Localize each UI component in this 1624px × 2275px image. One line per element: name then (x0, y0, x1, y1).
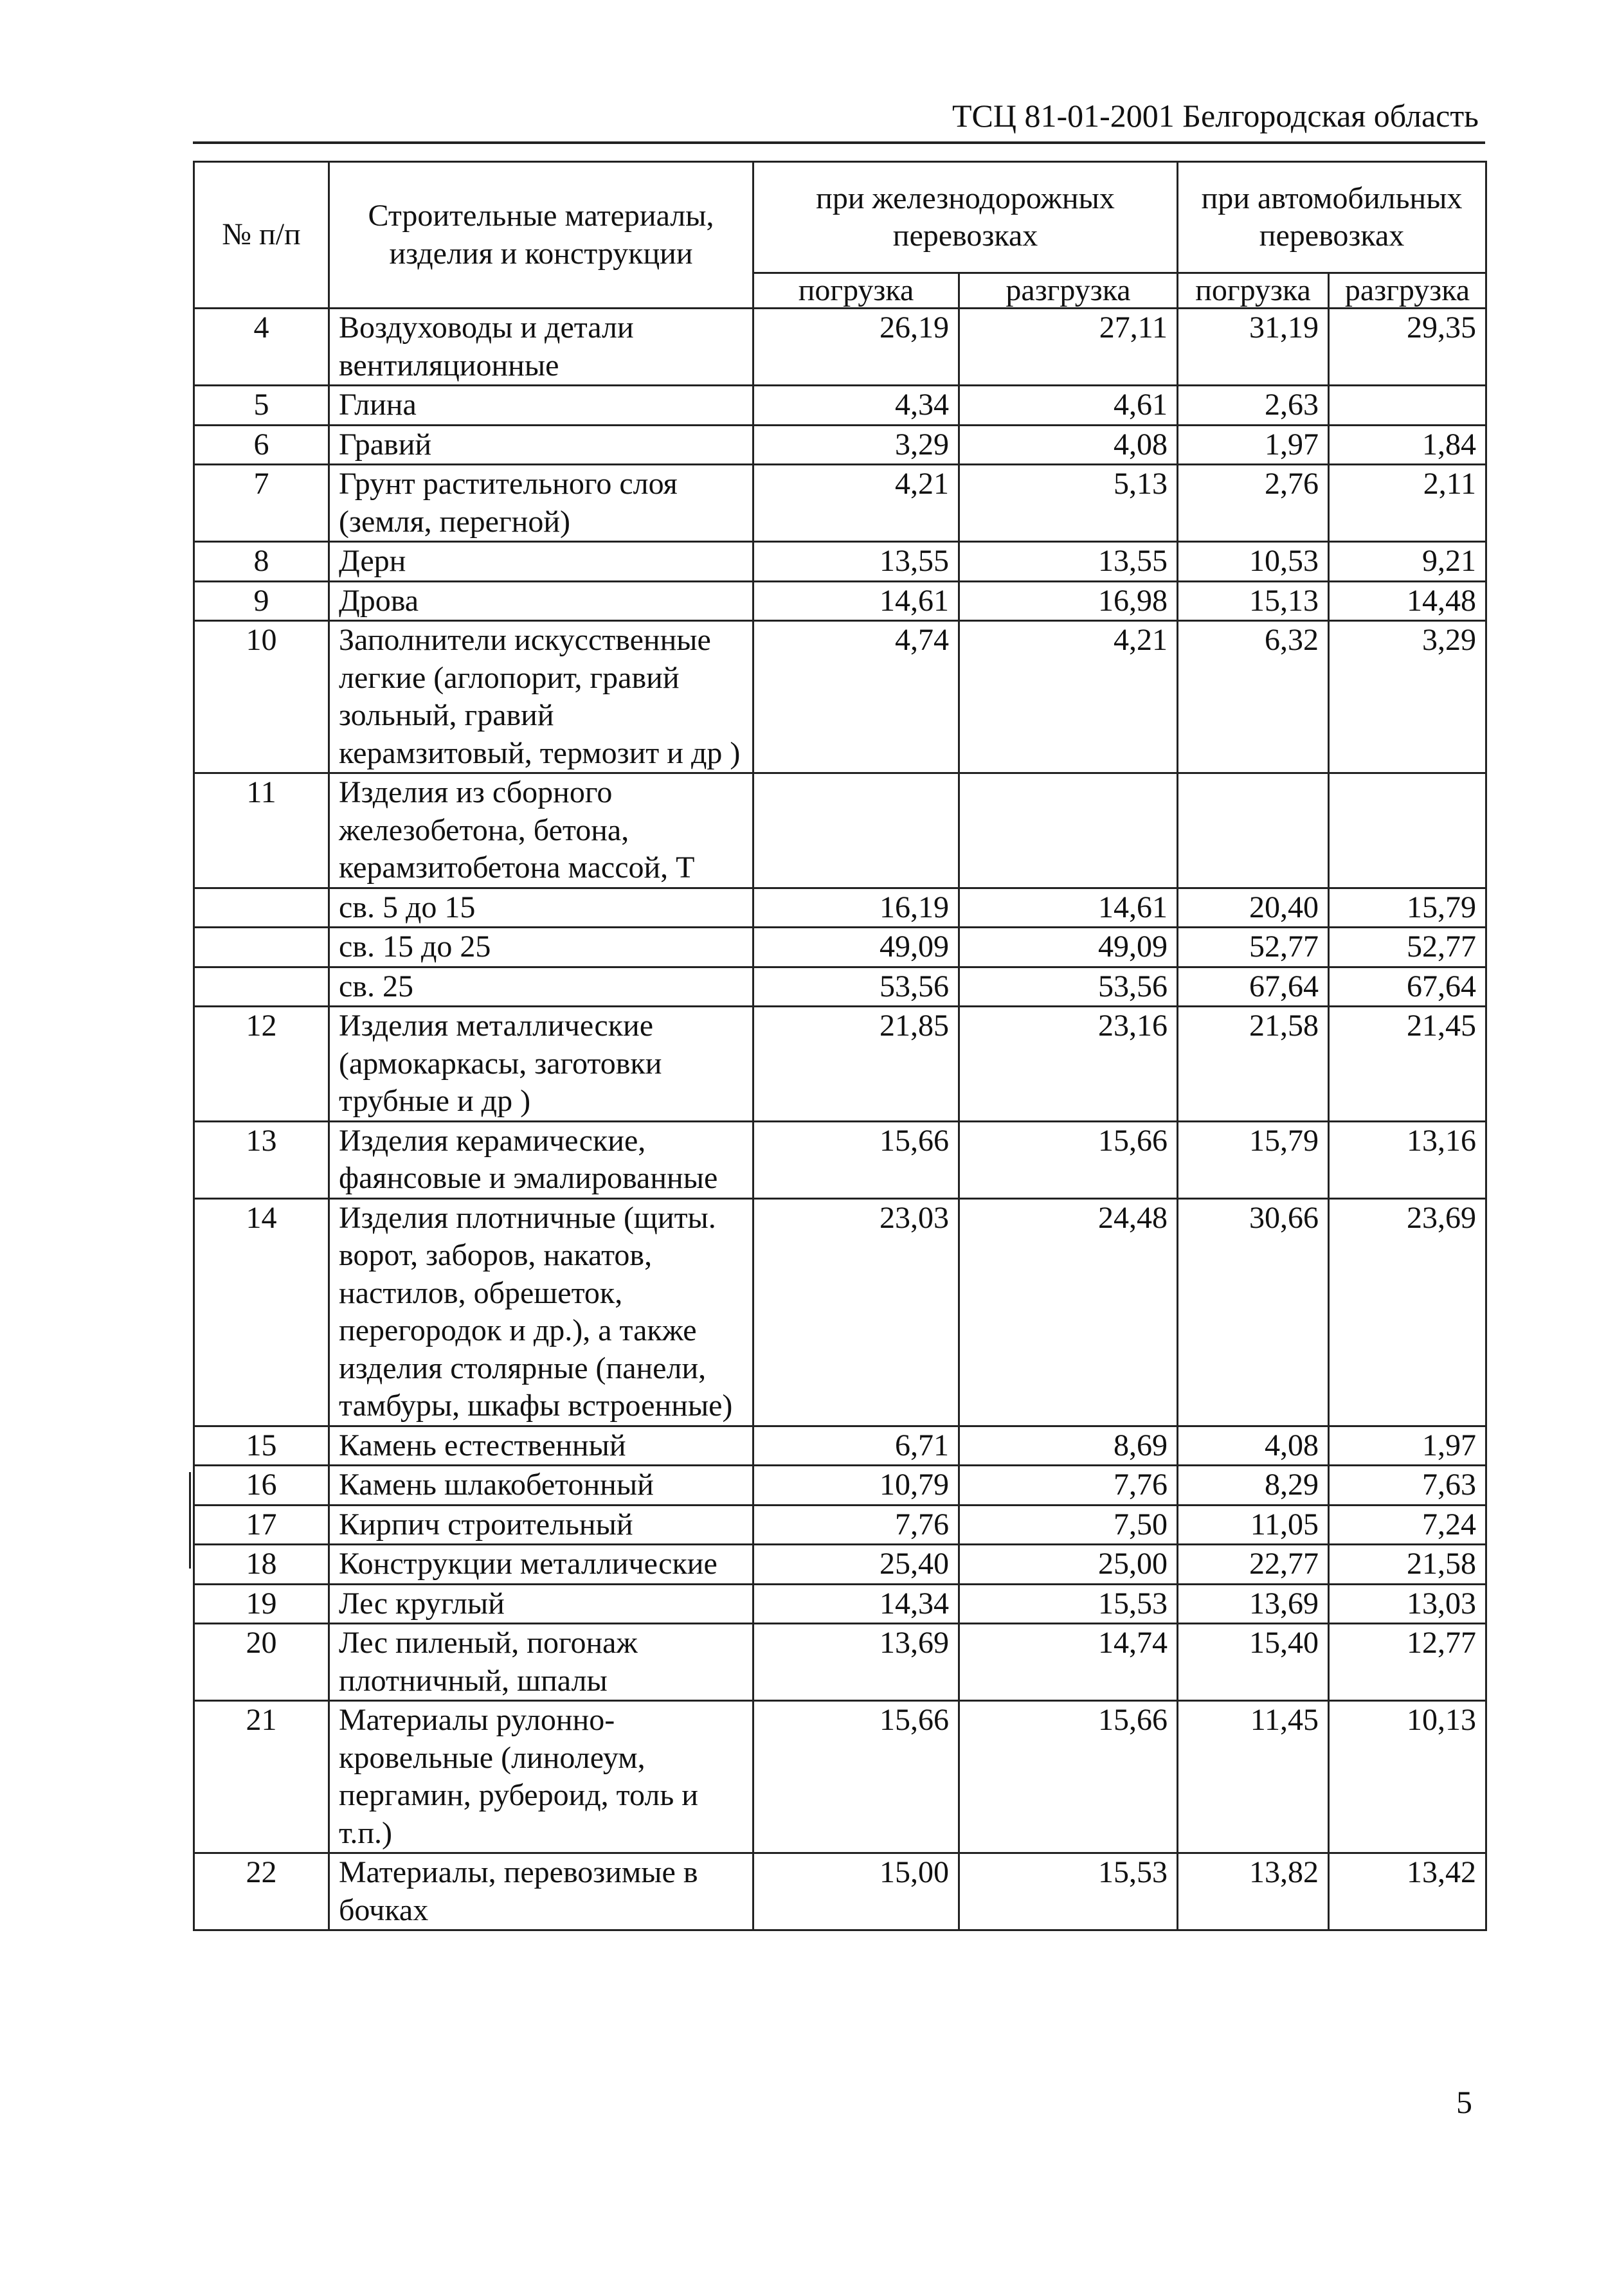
cell-rail-unloading: 5,13 (959, 465, 1178, 542)
cell-material: Гравий (329, 425, 753, 465)
cell-material: Изделия керамические, фаянсовые и эмалированные (329, 1121, 753, 1198)
cell-auto-unloading: 67,64 (1329, 967, 1486, 1007)
cell-number: 16 (194, 1466, 329, 1506)
cell-material: Дерн (329, 542, 753, 582)
cell-number: 21 (194, 1701, 329, 1853)
cell-rail-loading: 15,00 (753, 1853, 959, 1930)
cell-material: св. 5 до 15 (329, 888, 753, 928)
col-header-rail-loading: погрузка (753, 273, 959, 309)
table-row (194, 928, 1486, 967)
cell-number: 10 (194, 621, 329, 773)
cell-material: Заполнители искусственные легкие (аглопорит, гравий зольный, гравий керамзитовый, термозит и др ) (329, 621, 753, 773)
cell-rail-loading: 25,40 (753, 1545, 959, 1585)
cell-material: Грунт растительного слоя (земля, перегной) (329, 465, 753, 542)
cell-rail-unloading: 13,55 (959, 542, 1178, 582)
cell-number: 18 (194, 1545, 329, 1585)
cell-auto-unloading: 13,03 (1329, 1584, 1486, 1624)
cell-rail-loading: 16,19 (753, 888, 959, 928)
cell-auto-loading: 2,63 (1178, 386, 1329, 426)
table-row (194, 1466, 1486, 1506)
cell-auto-unloading: 15,79 (1329, 888, 1486, 928)
cell-auto-unloading: 13,16 (1329, 1121, 1486, 1198)
cell-rail-loading: 3,29 (753, 425, 959, 465)
cell-auto-unloading: 10,13 (1329, 1701, 1486, 1853)
table-row (194, 621, 1486, 773)
cell-material: Камень естественный (329, 1426, 753, 1466)
cell-auto-loading: 20,40 (1178, 888, 1329, 928)
cell-auto-loading: 8,29 (1178, 1466, 1329, 1506)
table-row (194, 1426, 1486, 1466)
cell-material: Изделия плотничные (щиты. ворот, заборов, накатов, настилов, обрешеток, перегородок и др.), а также изделия столярные (панели, тамбуры, шкафы встроенные) (329, 1198, 753, 1426)
cell-rail-loading (753, 773, 959, 888)
cell-auto-loading: 15,79 (1178, 1121, 1329, 1198)
cell-rail-loading: 23,03 (753, 1198, 959, 1426)
table-header-row (194, 162, 1486, 273)
cell-auto-unloading (1329, 773, 1486, 888)
cell-auto-unloading: 23,69 (1329, 1198, 1486, 1426)
col-header-auto-loading: погрузка (1178, 273, 1329, 309)
margin-mark (189, 1472, 191, 1569)
cell-rail-loading: 26,19 (753, 309, 959, 386)
cell-auto-loading: 30,66 (1178, 1198, 1329, 1426)
cell-rail-unloading: 15,66 (959, 1121, 1178, 1198)
cell-auto-unloading: 14,48 (1329, 581, 1486, 621)
header-rule (193, 141, 1485, 144)
cell-auto-loading: 52,77 (1178, 928, 1329, 967)
cell-rail-loading: 14,34 (753, 1584, 959, 1624)
cell-number: 7 (194, 465, 329, 542)
table-row (194, 581, 1486, 621)
cell-rail-unloading: 14,61 (959, 888, 1178, 928)
table-row (194, 888, 1486, 928)
cell-material: Кирпич строительный (329, 1505, 753, 1545)
cell-rail-loading: 14,61 (753, 581, 959, 621)
cell-number: 5 (194, 386, 329, 426)
cell-auto-unloading: 13,42 (1329, 1853, 1486, 1930)
cell-number: 13 (194, 1121, 329, 1198)
cell-auto-loading: 10,53 (1178, 542, 1329, 582)
cell-material: Воздуховоды и детали вентиляционные (329, 309, 753, 386)
cell-auto-loading: 1,97 (1178, 425, 1329, 465)
table-row (194, 309, 1486, 386)
cell-number: 17 (194, 1505, 329, 1545)
cell-auto-loading: 21,58 (1178, 1007, 1329, 1122)
cell-rail-unloading: 15,53 (959, 1584, 1178, 1624)
cell-rail-unloading: 15,66 (959, 1701, 1178, 1853)
cell-material: Изделия металлические (армокаркасы, заготовки трубные и др ) (329, 1007, 753, 1122)
cell-auto-unloading: 3,29 (1329, 621, 1486, 773)
col-header-material: Строительные материалы, изделия и конструкции (329, 162, 753, 309)
table-row (194, 1007, 1486, 1122)
cell-number (194, 928, 329, 967)
cell-rail-unloading: 8,69 (959, 1426, 1178, 1466)
cell-auto-loading: 11,45 (1178, 1701, 1329, 1853)
cell-rail-loading: 7,76 (753, 1505, 959, 1545)
cell-auto-unloading: 12,77 (1329, 1624, 1486, 1701)
cell-auto-unloading: 7,63 (1329, 1466, 1486, 1506)
cell-auto-unloading: 29,35 (1329, 309, 1486, 386)
cell-material: Лес круглый (329, 1584, 753, 1624)
cell-rail-loading: 6,71 (753, 1426, 959, 1466)
table-row (194, 425, 1486, 465)
table-row (194, 967, 1486, 1007)
cell-rail-loading: 15,66 (753, 1701, 959, 1853)
cell-rail-loading: 13,55 (753, 542, 959, 582)
col-header-auto: при автомобильных перевозках (1178, 162, 1486, 273)
table-row (194, 1584, 1486, 1624)
cell-material: Лес пиленый, погонаж плотничный, шпалы (329, 1624, 753, 1701)
rates-table (193, 161, 1487, 1931)
cell-auto-unloading: 2,11 (1329, 465, 1486, 542)
cell-auto-loading: 67,64 (1178, 967, 1329, 1007)
table-row (194, 773, 1486, 888)
cell-number: 14 (194, 1198, 329, 1426)
cell-rail-unloading: 49,09 (959, 928, 1178, 967)
cell-number: 22 (194, 1853, 329, 1930)
cell-rail-loading: 4,21 (753, 465, 959, 542)
cell-rail-unloading: 24,48 (959, 1198, 1178, 1426)
table-row (194, 386, 1486, 426)
cell-auto-loading: 13,82 (1178, 1853, 1329, 1930)
cell-rail-loading: 53,56 (753, 967, 959, 1007)
cell-auto-loading: 11,05 (1178, 1505, 1329, 1545)
cell-material: Глина (329, 386, 753, 426)
table-row (194, 1545, 1486, 1585)
cell-auto-unloading: 9,21 (1329, 542, 1486, 582)
cell-auto-loading: 15,13 (1178, 581, 1329, 621)
cell-number: 19 (194, 1584, 329, 1624)
cell-rail-unloading: 4,21 (959, 621, 1178, 773)
cell-rail-unloading: 16,98 (959, 581, 1178, 621)
cell-material: Материалы, перевозимые в бочках (329, 1853, 753, 1930)
cell-auto-loading: 22,77 (1178, 1545, 1329, 1585)
cell-rail-loading: 4,74 (753, 621, 959, 773)
cell-auto-loading (1178, 773, 1329, 888)
table-row (194, 542, 1486, 582)
cell-rail-unloading: 7,50 (959, 1505, 1178, 1545)
cell-auto-unloading: 21,58 (1329, 1545, 1486, 1585)
cell-number: 4 (194, 309, 329, 386)
cell-rail-unloading: 25,00 (959, 1545, 1178, 1585)
cell-auto-unloading: 7,24 (1329, 1505, 1486, 1545)
cell-material: Дрова (329, 581, 753, 621)
cell-material: Камень шлакобетонный (329, 1466, 753, 1506)
cell-rail-unloading: 23,16 (959, 1007, 1178, 1122)
cell-auto-loading: 2,76 (1178, 465, 1329, 542)
cell-number: 9 (194, 581, 329, 621)
cell-auto-loading: 6,32 (1178, 621, 1329, 773)
cell-number: 12 (194, 1007, 329, 1122)
table-row (194, 1624, 1486, 1701)
cell-rail-unloading: 4,08 (959, 425, 1178, 465)
cell-material: св. 25 (329, 967, 753, 1007)
cell-rail-loading: 21,85 (753, 1007, 959, 1122)
cell-rail-loading: 4,34 (753, 386, 959, 426)
document-header: ТСЦ 81-01-2001 Белгородская область (952, 98, 1479, 134)
cell-auto-loading: 31,19 (1178, 309, 1329, 386)
cell-number (194, 967, 329, 1007)
table-row (194, 1198, 1486, 1426)
cell-rail-unloading: 4,61 (959, 386, 1178, 426)
cell-auto-unloading: 1,84 (1329, 425, 1486, 465)
cell-rail-unloading: 7,76 (959, 1466, 1178, 1506)
table-body (194, 309, 1486, 1930)
col-header-rail-unloading: разгрузка (959, 273, 1178, 309)
col-header-number: № п/п (194, 162, 329, 309)
cell-material: св. 15 до 25 (329, 928, 753, 967)
cell-number: 15 (194, 1426, 329, 1466)
cell-auto-unloading (1329, 386, 1486, 426)
cell-rail-loading: 10,79 (753, 1466, 959, 1506)
cell-material: Конструкции металлические (329, 1545, 753, 1585)
table-row (194, 1505, 1486, 1545)
cell-auto-loading: 13,69 (1178, 1584, 1329, 1624)
table-row (194, 465, 1486, 542)
cell-material: Изделия из сборного железобетона, бетона, керамзитобетона массой, Т (329, 773, 753, 888)
cell-rail-loading: 15,66 (753, 1121, 959, 1198)
cell-material: Материалы рулонно-кровельные (линолеум, пергамин, рубероид, толь и т.п.) (329, 1701, 753, 1853)
cell-rail-loading: 13,69 (753, 1624, 959, 1701)
cell-auto-loading: 4,08 (1178, 1426, 1329, 1466)
cell-auto-unloading: 1,97 (1329, 1426, 1486, 1466)
cell-number: 6 (194, 425, 329, 465)
table-row (194, 1121, 1486, 1198)
table-row (194, 1701, 1486, 1853)
cell-rail-unloading: 53,56 (959, 967, 1178, 1007)
cell-number: 8 (194, 542, 329, 582)
cell-rail-unloading: 14,74 (959, 1624, 1178, 1701)
cell-number (194, 888, 329, 928)
page-number: 5 (1456, 2084, 1472, 2120)
table-row (194, 1853, 1486, 1930)
cell-number: 20 (194, 1624, 329, 1701)
cell-number: 11 (194, 773, 329, 888)
col-header-rail: при железнодорожных перевозках (753, 162, 1178, 273)
cell-auto-unloading: 52,77 (1329, 928, 1486, 967)
cell-rail-loading: 49,09 (753, 928, 959, 967)
cell-rail-unloading: 27,11 (959, 309, 1178, 386)
cell-rail-unloading (959, 773, 1178, 888)
cell-auto-unloading: 21,45 (1329, 1007, 1486, 1122)
cell-auto-loading: 15,40 (1178, 1624, 1329, 1701)
col-header-auto-unloading: разгрузка (1329, 273, 1486, 309)
cell-rail-unloading: 15,53 (959, 1853, 1178, 1930)
